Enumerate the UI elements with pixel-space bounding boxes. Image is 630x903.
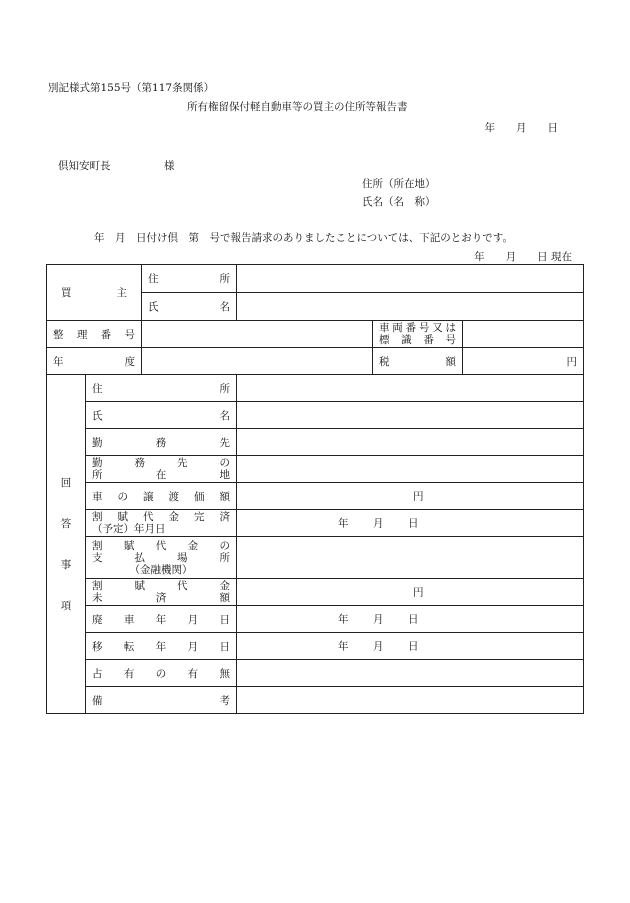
label-char: 移 xyxy=(92,640,103,653)
label-char: 金 xyxy=(219,580,230,592)
workplace-location-field[interactable] xyxy=(237,456,584,483)
addressee: 倶知安町長 xyxy=(58,160,111,172)
answer-section-label xyxy=(47,375,86,714)
answer-label-char: 答 xyxy=(60,518,72,530)
label-char: 代 xyxy=(143,511,154,523)
buyer-name-field[interactable] xyxy=(237,293,584,321)
tax-label-cell xyxy=(373,348,463,375)
transfer-price-field[interactable] xyxy=(237,483,584,510)
label-char: 価 xyxy=(194,490,205,503)
report-date[interactable]: 年 月 日 xyxy=(484,122,558,134)
remarks-field[interactable] xyxy=(237,687,584,714)
address-label-char: 住 xyxy=(148,273,159,285)
vehicle-no-field[interactable] xyxy=(463,321,584,348)
month-unit: 月 xyxy=(373,613,384,626)
label-char: 務 xyxy=(134,457,145,469)
address-label-char: 所 xyxy=(219,273,230,285)
label-char: 住 xyxy=(92,382,103,395)
move-date-field[interactable] xyxy=(237,633,584,660)
label-char: 所 xyxy=(219,551,230,564)
buyer-address-label-cell xyxy=(142,265,237,293)
label-char: 代 xyxy=(155,539,167,552)
label-char: 渡 xyxy=(168,490,179,503)
label-char: 金 xyxy=(187,539,199,552)
unpaid-amount-label xyxy=(86,579,237,606)
payment-place-field[interactable] xyxy=(237,537,584,579)
scrap-date-label xyxy=(86,606,237,633)
label-char: 年 xyxy=(155,613,167,626)
label-char: 先 xyxy=(219,436,230,449)
document-title: 所有権留保付軽自動車等の買主の住所等報告書 xyxy=(187,101,408,113)
unpaid-amount-field[interactable] xyxy=(237,579,584,606)
label-char: 済 xyxy=(155,592,167,604)
label-char: 所 xyxy=(92,469,103,481)
answer-address-field[interactable] xyxy=(237,375,584,402)
vehicle-no-char: 号 xyxy=(418,322,430,334)
label-char: 済 xyxy=(219,511,230,523)
tax-label-char: 税 xyxy=(379,355,390,368)
buyer-label-char: 主 xyxy=(116,287,127,299)
answer-name-label xyxy=(86,402,237,429)
label-char: 車 xyxy=(123,613,135,626)
label-char: 支 xyxy=(92,551,103,564)
label-char: 有 xyxy=(187,667,199,680)
label-char: 未 xyxy=(92,592,103,604)
as-of-date[interactable]: 年 月 日 現在 xyxy=(474,251,572,263)
buyer-label-char: 買 xyxy=(61,287,72,299)
vehicle-no-char: 車 xyxy=(379,322,390,334)
label-char: 月 xyxy=(187,640,199,653)
honorific: 様 xyxy=(164,160,175,172)
label-char: 有 xyxy=(123,667,135,680)
label-char: 地 xyxy=(219,469,230,481)
scrap-date-field[interactable] xyxy=(237,606,584,633)
vehicle-no-char: 両 xyxy=(392,322,403,334)
label-char: 割 xyxy=(92,511,103,523)
transfer-price-label xyxy=(86,483,237,510)
workplace-field[interactable] xyxy=(237,429,584,456)
label-char: 日 xyxy=(219,613,230,626)
body-text: 年 月 日付け倶 第 号で報告請求のありましたことについては、下記のとおりです。 xyxy=(94,232,513,244)
month-unit: 月 xyxy=(373,640,384,653)
tax-field[interactable] xyxy=(463,348,584,375)
label-char: 先 xyxy=(177,457,188,469)
applicant-name-label: 氏名（名 称） xyxy=(362,196,436,208)
year-label-char: 度 xyxy=(124,355,135,368)
label-char: 賦 xyxy=(134,580,145,592)
move-date-label xyxy=(86,633,237,660)
label-char: の xyxy=(219,539,230,552)
yen-unit: 円 xyxy=(413,490,424,503)
tax-label-char: 額 xyxy=(445,355,456,368)
label-char: の xyxy=(155,667,167,680)
label-char: 額 xyxy=(219,490,230,503)
label-char: 賦 xyxy=(117,511,128,523)
ref-no-char: 整 xyxy=(53,328,64,341)
label-char: 占 xyxy=(92,667,103,680)
label-char: 備 xyxy=(92,694,103,707)
label-char: 月 xyxy=(187,613,199,626)
label-char: 年 xyxy=(155,640,167,653)
day-unit: 日 xyxy=(408,613,419,626)
buyer-address-field[interactable] xyxy=(237,265,584,293)
vehicle-no-label-cell xyxy=(373,321,463,348)
label-char: 勤 xyxy=(92,457,103,469)
label-text: （予定）年月日 xyxy=(92,523,166,535)
vehicle-no-char: は xyxy=(445,322,456,334)
vehicle-no-char: 号 xyxy=(445,334,456,346)
year-label-cell xyxy=(47,348,142,375)
workplace-label xyxy=(86,429,237,456)
applicant-address-label: 住所（所在地） xyxy=(362,178,436,190)
answer-name-field[interactable] xyxy=(237,402,584,429)
ref-no-label-cell xyxy=(47,321,142,348)
label-char: 無 xyxy=(219,667,230,680)
remarks-label xyxy=(86,687,237,714)
name-label-char: 名 xyxy=(219,301,230,313)
label-char: 額 xyxy=(219,592,230,604)
possession-field[interactable] xyxy=(237,660,584,687)
buyer-name-label-cell xyxy=(142,293,237,321)
name-label-char: 氏 xyxy=(148,301,159,313)
label-char: 所 xyxy=(219,382,230,395)
vehicle-no-char: 標 xyxy=(379,334,390,346)
vehicle-no-char: 番 xyxy=(423,334,434,346)
installment-complete-label xyxy=(86,510,237,537)
label-char: 務 xyxy=(155,436,167,449)
year-unit: 年 xyxy=(338,613,349,626)
label-char: 割 xyxy=(92,539,103,552)
label-char: 完 xyxy=(194,511,205,523)
label-char: 割 xyxy=(92,580,103,592)
workplace-location-label xyxy=(86,456,237,483)
label-char: 金 xyxy=(168,511,179,523)
label-char: 場 xyxy=(177,551,188,564)
label-char: の xyxy=(219,457,230,469)
day-unit: 日 xyxy=(408,517,419,530)
form-reference: 別記様式第155号（第117条関係） xyxy=(48,82,215,94)
label-char: 考 xyxy=(219,694,230,707)
answer-label-char: 項 xyxy=(60,600,72,612)
label-char: 車 xyxy=(92,490,103,503)
day-unit: 日 xyxy=(408,640,419,653)
possession-label xyxy=(86,660,237,687)
installment-complete-date-field[interactable] xyxy=(237,510,584,537)
buyer-label-cell xyxy=(47,265,142,321)
label-char: 転 xyxy=(123,640,135,653)
vehicle-no-char: 又 xyxy=(432,322,443,334)
label-char: 廃 xyxy=(92,613,103,626)
label-char: 譲 xyxy=(143,490,154,503)
ref-no-char: 理 xyxy=(76,328,88,341)
year-unit: 年 xyxy=(338,640,349,653)
label-char: 氏 xyxy=(92,409,103,422)
label-char: 在 xyxy=(155,469,167,481)
vehicle-no-char: 識 xyxy=(401,334,412,346)
label-char: 名 xyxy=(219,409,230,422)
label-char: 払 xyxy=(134,551,145,564)
answer-address-label xyxy=(86,375,237,402)
ref-no-char: 番 xyxy=(100,328,112,341)
report-table xyxy=(46,264,584,714)
ref-no-char: 号 xyxy=(124,328,135,341)
ref-no-field[interactable] xyxy=(142,321,373,348)
yen-unit: 円 xyxy=(566,355,578,368)
label-char: の xyxy=(117,490,128,503)
label-char: 賦 xyxy=(123,539,135,552)
yen-unit: 円 xyxy=(413,586,424,599)
label-char: 代 xyxy=(177,580,188,592)
label-char: 勤 xyxy=(92,436,103,449)
year-label-char: 年 xyxy=(53,355,64,368)
label-char: 日 xyxy=(219,640,230,653)
year-field[interactable] xyxy=(142,348,373,375)
vehicle-no-char: 番 xyxy=(405,322,417,334)
answer-label-char: 回 xyxy=(60,477,72,489)
label-text: （金融機関） xyxy=(129,563,193,576)
year-unit: 年 xyxy=(338,517,349,530)
month-unit: 月 xyxy=(373,517,384,530)
payment-place-label xyxy=(86,537,237,579)
answer-label-char: 事 xyxy=(60,559,72,571)
